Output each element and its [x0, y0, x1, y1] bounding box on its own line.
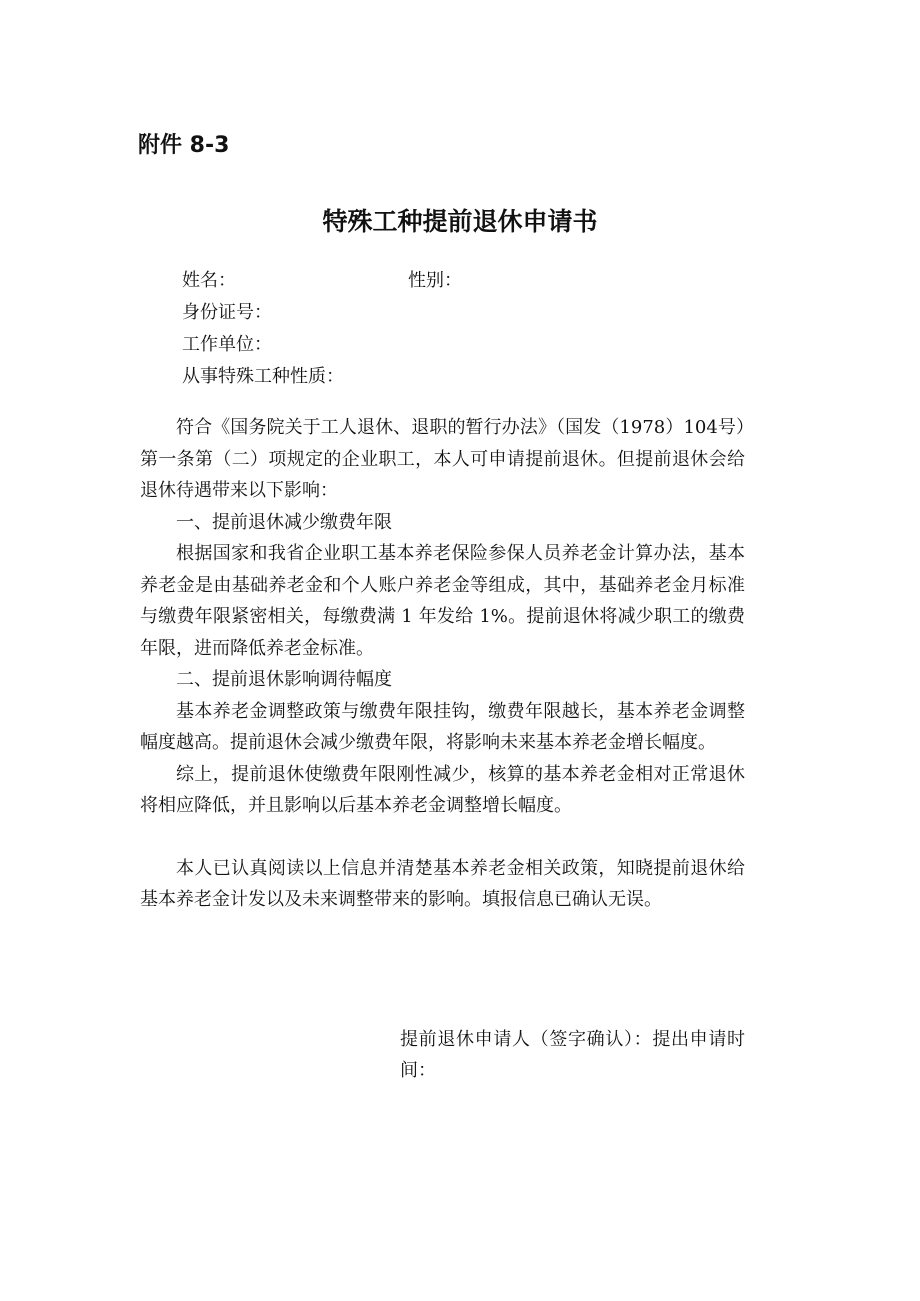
attachment-label: 附件 8-3 [138, 133, 230, 158]
intro-paragraph: 符合《国务院关于工人退休、退职的暂行办法》（国发（1978）104号）第一条第（二）项规定的企业职工，本人可申请提前退休。但提前退休会给退休待遇带来以下影响： [140, 417, 745, 501]
document-body [140, 412, 745, 916]
signature-line: 提前退休申请人（签字确认）：提出申请时间： [400, 1029, 745, 1081]
section-2-heading: 二、提前退休影响调待幅度 [176, 669, 392, 690]
work-unit-field-label: 工作单位： [182, 334, 272, 355]
section-1-heading: 一、提前退休减少缴费年限 [176, 511, 392, 533]
section-1-paragraph: 根据国家和我省企业职工基本养老保险参保人员养老金计算办法，基本养老金是由基础养老金和个人账户养老金等组成，其中，基础养老金月标准与缴费年限紧密相关，每缴费满 1 年发给 1%。提前退休将减少职工的缴费年限，进而降低养老金标准。 [140, 543, 745, 659]
id-number-field-label: 身份证号： [182, 302, 272, 323]
confirmation-paragraph: 本人已认真阅读以上信息并清楚基本养老金相关政策，知晓提前退休给基本养老金计发以及未来调整带来的影响。填报信息已确认无误。 [140, 857, 745, 910]
document-title: 特殊工种提前退休申请书 [322, 207, 598, 236]
gender-field-label: 性别： [408, 270, 462, 291]
special-job-nature-field-label: 从事特殊工种性质： [182, 366, 344, 387]
section-2-paragraph: 基本养老金调整政策与缴费年限挂钩，缴费年限越长，基本养老金调整幅度越高。提前退休会减少缴费年限，将影响未来基本养老金增长幅度。 [140, 700, 745, 753]
paragraph-spacer [140, 822, 745, 853]
name-field-label: 姓名： [182, 270, 236, 291]
summary-paragraph: 综上，提前退休使缴费年限刚性减少，核算的基本养老金相对正常退休将相应降低，并且影响以后基本养老金调整增长幅度。 [140, 763, 745, 816]
